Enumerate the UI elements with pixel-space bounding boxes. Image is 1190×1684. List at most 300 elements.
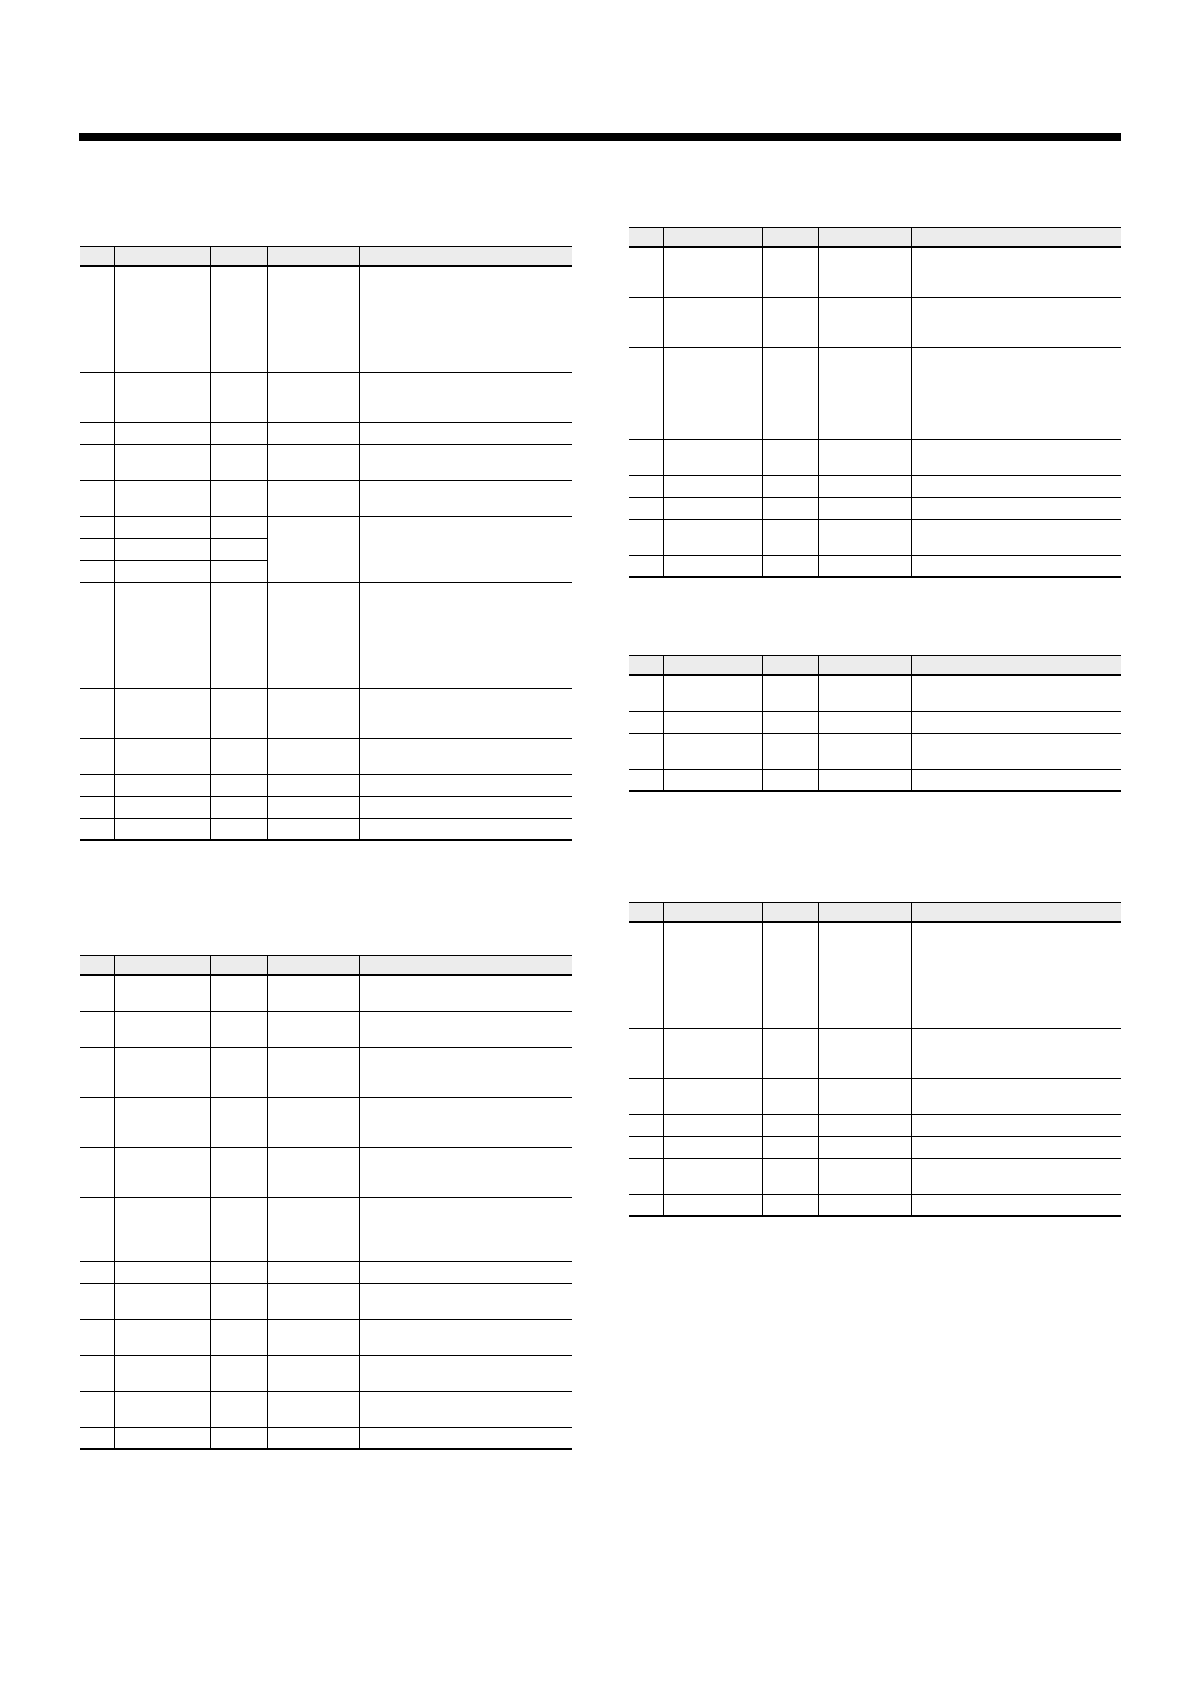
- table-header-cell: [762, 903, 818, 923]
- table-cell: [818, 475, 911, 497]
- table-header-cell: [114, 956, 210, 976]
- table-cell: [818, 1136, 911, 1158]
- table-cell: [80, 818, 114, 840]
- table-cell: [359, 1391, 572, 1427]
- table-cell: [663, 675, 762, 711]
- table-cell: [911, 711, 1121, 733]
- table-cell: [80, 422, 114, 444]
- table-cell: [80, 1011, 114, 1047]
- table-cell: [911, 497, 1121, 519]
- table-cell: [663, 1136, 762, 1158]
- table-cell: [267, 1147, 359, 1197]
- table-cell: [359, 1283, 572, 1319]
- table-row: [629, 347, 1121, 439]
- table-cell: [818, 1194, 911, 1216]
- spec-table-5: [629, 902, 1121, 1217]
- table-row: [80, 818, 572, 840]
- table-cell: [80, 1097, 114, 1147]
- table-cell: [267, 372, 359, 422]
- table-cell: [629, 922, 663, 1028]
- table-cell: [818, 519, 911, 555]
- table-cell: [629, 675, 663, 711]
- table-cell: [911, 347, 1121, 439]
- table-cell: [114, 774, 210, 796]
- table-cell: [210, 1097, 267, 1147]
- table-cell: [911, 1028, 1121, 1078]
- table-header-cell: [114, 247, 210, 267]
- table-header-cell: [359, 247, 572, 267]
- table-cell: [80, 516, 114, 538]
- table-cell: [114, 422, 210, 444]
- table-cell: [267, 1427, 359, 1449]
- table-header-cell: [267, 956, 359, 976]
- table-cell: [114, 688, 210, 738]
- table-cell: [359, 1097, 572, 1147]
- table-cell: [267, 582, 359, 688]
- table-cell: [359, 1047, 572, 1097]
- table-cell: [114, 372, 210, 422]
- table-cell: [818, 439, 911, 475]
- table-cell: [114, 1391, 210, 1427]
- table-row: [80, 1283, 572, 1319]
- table-cell: [80, 480, 114, 516]
- table-cell: [911, 733, 1121, 769]
- table-cell: [210, 422, 267, 444]
- table-cell: [80, 975, 114, 1011]
- table-cell: [663, 1158, 762, 1194]
- table-cell: [114, 1283, 210, 1319]
- table-cell: [663, 519, 762, 555]
- table-cell: [210, 444, 267, 480]
- table-cell: [210, 818, 267, 840]
- table-cell: [80, 1319, 114, 1355]
- table-cell: [762, 1158, 818, 1194]
- table-cell: [80, 1047, 114, 1097]
- table-cell: [629, 247, 663, 297]
- table-cell: [629, 555, 663, 577]
- table-cell: [663, 497, 762, 519]
- table-cell: [629, 519, 663, 555]
- table-cell: [80, 266, 114, 372]
- table-cell: [629, 1158, 663, 1194]
- table-row: [80, 1147, 572, 1197]
- table-cell: [114, 975, 210, 1011]
- table-cell: [80, 444, 114, 480]
- table-header-cell: [663, 903, 762, 923]
- table-header-cell: [267, 247, 359, 267]
- table-row: [80, 1097, 572, 1147]
- table-cell: [80, 688, 114, 738]
- table-cell: [80, 1147, 114, 1197]
- table-cell: [818, 1114, 911, 1136]
- table-cell: [114, 1097, 210, 1147]
- table-cell: [210, 516, 267, 538]
- table-cell: [267, 738, 359, 774]
- table-cell: [267, 1261, 359, 1283]
- table-header-row: [629, 903, 1121, 923]
- table-cell: [210, 582, 267, 688]
- table-cell: [911, 1194, 1121, 1216]
- table-cell: [267, 1391, 359, 1427]
- table-cell: [911, 519, 1121, 555]
- table-cell: [267, 796, 359, 818]
- table-cell: [911, 555, 1121, 577]
- table-header-row: [629, 228, 1121, 248]
- table-cell: [80, 1197, 114, 1261]
- table-row: [629, 555, 1121, 577]
- table-cell: [818, 497, 911, 519]
- table-cell: [359, 516, 572, 582]
- table-cell: [114, 444, 210, 480]
- table-cell: [80, 1391, 114, 1427]
- table-row: [80, 688, 572, 738]
- table-cell: [762, 439, 818, 475]
- table-cell: [629, 1028, 663, 1078]
- table-cell: [210, 560, 267, 582]
- table-cell: [359, 582, 572, 688]
- table-cell: [818, 297, 911, 347]
- table-header-cell: [629, 903, 663, 923]
- table-cell: [663, 711, 762, 733]
- table-cell: [911, 297, 1121, 347]
- table-cell: [267, 1197, 359, 1261]
- table-row: [80, 444, 572, 480]
- table-cell: [818, 922, 911, 1028]
- table-cell: [114, 1355, 210, 1391]
- table-row: [80, 774, 572, 796]
- table-row: [80, 422, 572, 444]
- table-cell: [114, 538, 210, 560]
- table-header-cell: [911, 656, 1121, 676]
- table-cell: [114, 1047, 210, 1097]
- table-cell: [80, 1355, 114, 1391]
- table-header-row: [80, 956, 572, 976]
- table-cell: [267, 266, 359, 372]
- table-cell: [818, 675, 911, 711]
- table-cell: [114, 1147, 210, 1197]
- table-row: [629, 769, 1121, 791]
- table-cell: [629, 439, 663, 475]
- table-row: [80, 516, 572, 538]
- table-header-cell: [629, 656, 663, 676]
- table-cell: [359, 372, 572, 422]
- table-header-cell: [359, 956, 572, 976]
- table-cell: [267, 1319, 359, 1355]
- table-cell: [210, 1197, 267, 1261]
- table-cell: [267, 444, 359, 480]
- table-cell: [210, 1319, 267, 1355]
- table-cell: [818, 769, 911, 791]
- table-cell: [762, 922, 818, 1028]
- table-row: [80, 1011, 572, 1047]
- table-cell: [663, 1114, 762, 1136]
- table-header-cell: [818, 903, 911, 923]
- table-header-cell: [663, 656, 762, 676]
- table-header-cell: [911, 228, 1121, 248]
- table-cell: [210, 372, 267, 422]
- table-cell: [210, 538, 267, 560]
- table-cell: [359, 480, 572, 516]
- table-cell: [911, 475, 1121, 497]
- table-header-row: [629, 656, 1121, 676]
- table-cell: [762, 555, 818, 577]
- table-cell: [762, 1194, 818, 1216]
- table-cell: [210, 1427, 267, 1449]
- table-cell: [762, 497, 818, 519]
- table-cell: [267, 1047, 359, 1097]
- table-cell: [267, 688, 359, 738]
- table-row: [629, 1158, 1121, 1194]
- table-cell: [359, 796, 572, 818]
- table-cell: [762, 711, 818, 733]
- table-row: [629, 922, 1121, 1028]
- table-cell: [80, 796, 114, 818]
- table-row: [80, 480, 572, 516]
- table-cell: [114, 1427, 210, 1449]
- table-cell: [267, 480, 359, 516]
- table-cell: [663, 769, 762, 791]
- table-cell: [818, 347, 911, 439]
- table-cell: [267, 1097, 359, 1147]
- table-cell: [114, 266, 210, 372]
- table-cell: [762, 1028, 818, 1078]
- table-row: [629, 439, 1121, 475]
- table-cell: [210, 774, 267, 796]
- table-cell: [114, 1011, 210, 1047]
- table-cell: [210, 1355, 267, 1391]
- table-cell: [663, 1078, 762, 1114]
- table-cell: [359, 1197, 572, 1261]
- table-cell: [663, 1028, 762, 1078]
- table-cell: [911, 1114, 1121, 1136]
- table-row: [80, 1427, 572, 1449]
- table-header-cell: [818, 656, 911, 676]
- table-cell: [114, 1197, 210, 1261]
- table-cell: [210, 1047, 267, 1097]
- table-cell: [114, 582, 210, 688]
- table-cell: [359, 738, 572, 774]
- table-row: [629, 711, 1121, 733]
- table-cell: [210, 1261, 267, 1283]
- table-row: [629, 1078, 1121, 1114]
- table-cell: [80, 538, 114, 560]
- table-header-row: [80, 247, 572, 267]
- table-cell: [359, 1011, 572, 1047]
- table-cell: [210, 738, 267, 774]
- table-row: [80, 1391, 572, 1427]
- table-row: [80, 1047, 572, 1097]
- table-cell: [762, 247, 818, 297]
- table-cell: [663, 475, 762, 497]
- spec-table-1: [80, 246, 572, 841]
- table-cell: [114, 1261, 210, 1283]
- table-cell: [359, 444, 572, 480]
- table-cell: [80, 1283, 114, 1319]
- table-cell: [629, 733, 663, 769]
- table-row: [80, 582, 572, 688]
- table-cell: [210, 266, 267, 372]
- table-cell: [911, 439, 1121, 475]
- table-header-cell: [80, 247, 114, 267]
- table-cell: [80, 738, 114, 774]
- table-cell: [267, 818, 359, 840]
- table-cell: [762, 733, 818, 769]
- table-cell: [762, 297, 818, 347]
- table-cell: [359, 774, 572, 796]
- table-cell: [210, 796, 267, 818]
- table-cell: [210, 1147, 267, 1197]
- table-cell: [663, 347, 762, 439]
- table-cell: [911, 1158, 1121, 1194]
- table-row: [629, 1194, 1121, 1216]
- table-cell: [210, 1391, 267, 1427]
- table-header-cell: [818, 228, 911, 248]
- table-row: [80, 975, 572, 1011]
- table-cell: [911, 922, 1121, 1028]
- table-row: [629, 1136, 1121, 1158]
- table-cell: [359, 818, 572, 840]
- table-cell: [818, 711, 911, 733]
- table-cell: [80, 1261, 114, 1283]
- table-cell: [80, 560, 114, 582]
- table-cell: [663, 297, 762, 347]
- table-cell: [80, 582, 114, 688]
- table-cell: [629, 475, 663, 497]
- table-cell: [663, 922, 762, 1028]
- table-cell: [267, 1011, 359, 1047]
- table-cell: [762, 769, 818, 791]
- table-cell: [911, 675, 1121, 711]
- table-row: [80, 372, 572, 422]
- table-cell: [267, 975, 359, 1011]
- top-rule: [79, 133, 1121, 141]
- table-header-cell: [629, 228, 663, 248]
- table-row: [629, 475, 1121, 497]
- table-row: [80, 738, 572, 774]
- table-row: [80, 1355, 572, 1391]
- table-cell: [359, 975, 572, 1011]
- table-header-cell: [210, 247, 267, 267]
- table-header-cell: [762, 656, 818, 676]
- table-cell: [629, 297, 663, 347]
- table-cell: [267, 1283, 359, 1319]
- table-cell: [629, 1078, 663, 1114]
- table-row: [80, 266, 572, 372]
- table-cell: [762, 1078, 818, 1114]
- table-cell: [818, 247, 911, 297]
- table-cell: [818, 555, 911, 577]
- table-row: [629, 497, 1121, 519]
- table-cell: [762, 475, 818, 497]
- table-row: [629, 297, 1121, 347]
- table-cell: [359, 688, 572, 738]
- table-cell: [80, 372, 114, 422]
- table-cell: [114, 516, 210, 538]
- table-cell: [818, 733, 911, 769]
- table-cell: [210, 1011, 267, 1047]
- table-cell: [114, 796, 210, 818]
- table-cell: [267, 1355, 359, 1391]
- table-cell: [210, 480, 267, 516]
- table-cell: [629, 1194, 663, 1216]
- table-header-cell: [80, 956, 114, 976]
- table-cell: [762, 1136, 818, 1158]
- table-cell: [114, 560, 210, 582]
- table-cell: [114, 480, 210, 516]
- table-cell: [629, 769, 663, 791]
- table-row: [80, 1261, 572, 1283]
- table-cell: [267, 422, 359, 444]
- table-cell: [629, 347, 663, 439]
- table-cell: [629, 1114, 663, 1136]
- spec-table-2: [80, 955, 572, 1450]
- table-header-cell: [210, 956, 267, 976]
- table-cell: [267, 774, 359, 796]
- table-row: [629, 247, 1121, 297]
- table-cell: [80, 774, 114, 796]
- table-cell: [629, 1136, 663, 1158]
- table-cell: [663, 555, 762, 577]
- spec-table-3: [629, 227, 1121, 578]
- table-row: [629, 519, 1121, 555]
- table-cell: [210, 1283, 267, 1319]
- table-cell: [663, 247, 762, 297]
- table-cell: [911, 1078, 1121, 1114]
- table-cell: [762, 519, 818, 555]
- table-cell: [818, 1158, 911, 1194]
- table-cell: [359, 266, 572, 372]
- table-cell: [114, 818, 210, 840]
- table-cell: [663, 733, 762, 769]
- table-cell: [762, 347, 818, 439]
- table-cell: [818, 1078, 911, 1114]
- table-row: [80, 796, 572, 818]
- table-cell: [663, 1194, 762, 1216]
- table-header-cell: [663, 228, 762, 248]
- table-cell: [80, 1427, 114, 1449]
- table-cell: [663, 439, 762, 475]
- table-cell: [114, 738, 210, 774]
- table-cell: [359, 1319, 572, 1355]
- table-cell: [911, 769, 1121, 791]
- table-header-cell: [911, 903, 1121, 923]
- table-cell: [911, 1136, 1121, 1158]
- table-row: [629, 675, 1121, 711]
- table-cell: [629, 711, 663, 733]
- table-cell: [359, 1427, 572, 1449]
- table-cell: [629, 497, 663, 519]
- table-row: [629, 1114, 1121, 1136]
- table-cell: [267, 516, 359, 582]
- table-cell: [762, 675, 818, 711]
- table-row: [80, 1319, 572, 1355]
- table-cell: [359, 422, 572, 444]
- table-row: [80, 1197, 572, 1261]
- table-cell: [210, 688, 267, 738]
- spec-table-4: [629, 655, 1121, 792]
- table-row: [629, 733, 1121, 769]
- table-cell: [762, 1114, 818, 1136]
- table-cell: [114, 1319, 210, 1355]
- table-cell: [210, 975, 267, 1011]
- table-cell: [818, 1028, 911, 1078]
- table-header-cell: [762, 228, 818, 248]
- table-cell: [359, 1261, 572, 1283]
- table-cell: [359, 1147, 572, 1197]
- table-cell: [359, 1355, 572, 1391]
- table-cell: [911, 247, 1121, 297]
- table-row: [629, 1028, 1121, 1078]
